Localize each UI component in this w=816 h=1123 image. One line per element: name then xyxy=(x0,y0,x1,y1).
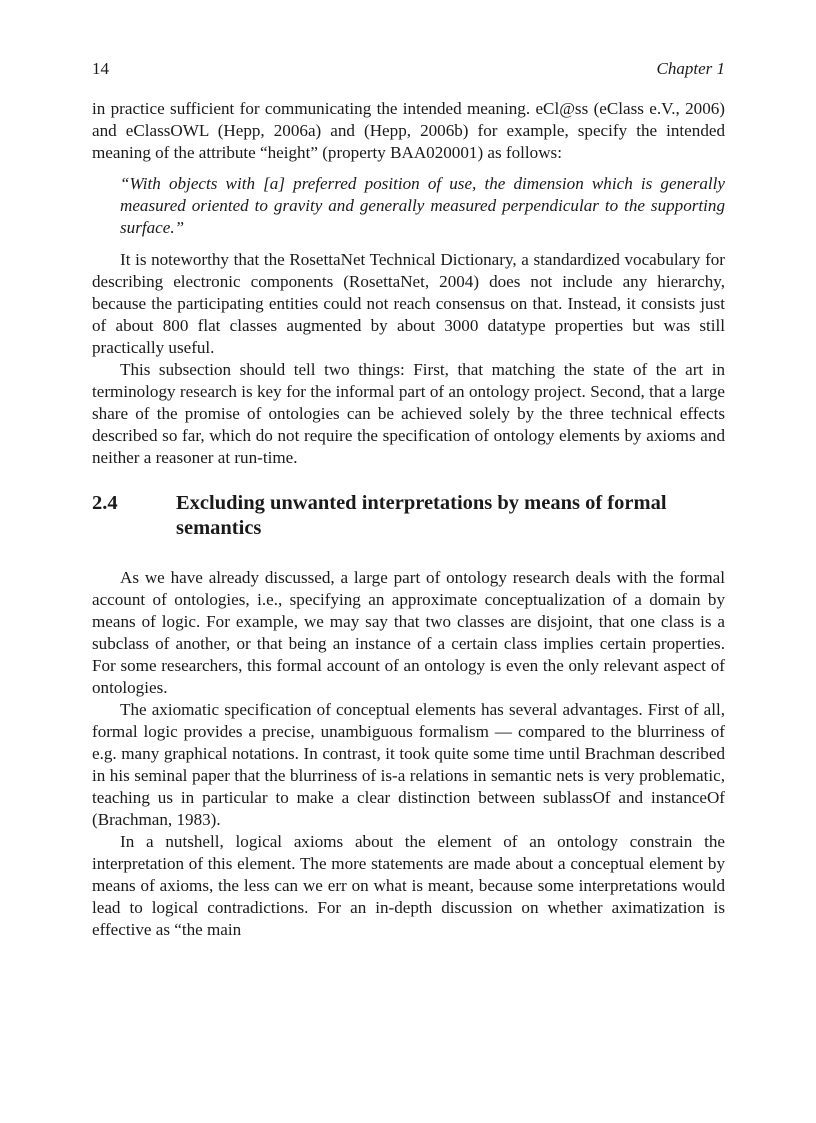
page xyxy=(92,58,725,941)
chapter-label: Chapter 1 xyxy=(656,59,725,78)
running-head xyxy=(92,58,725,80)
section-paragraph-2: The axiomatic specification of conceptual elements has several advantages. First of all, formal logic provides a precise, unambiguous formalism — compared to the blurriness of e.g. many graphical notations. In contrast, it took quite some time until Brachman described in his seminal paper that the blurriness of is-a relations in semantic nets is very problematic, teaching us in particular to make a clear distinction between sublassOf and instanceOf (Brachman, 1983). xyxy=(92,700,725,829)
block-quote: “With objects with [a] preferred position of use, the dimension which is generally measured oriented to gravity and generally measured perpendicular to the supporting surface.” xyxy=(120,174,725,237)
body-paragraph-3: This subsection should tell two things: First, that matching the state of the art in terminology research is key for the informal part of an ontology project. Second, that a large share of the promise of ontologies can be achieved solely by the three technical effects described so far, which do not require the specification of ontology elements by axioms and neither a reasoner at run-time. xyxy=(92,360,725,467)
section-heading xyxy=(92,491,725,541)
section-title: Excluding unwanted interpretations by means of formal semantics xyxy=(176,492,667,539)
page-number: 14 xyxy=(92,59,109,78)
section-paragraph-1: As we have already discussed, a large part of ontology research deals with the formal account of ontologies, i.e., specifying an approximate conceptualization of a domain by means of logic. For example, we may say that two classes are disjoint, that one class is a subclass of another, or that being an instance of a certain class implies certain properties. For some researchers, this formal account of an ontology is even the only relevant aspect of ontologies. xyxy=(92,568,725,697)
body-paragraph-1: in practice sufficient for communicating the intended meaning. eCl@ss (eClass e.V., 2006) and eClassOWL (Hepp, 2006a) and (Hepp, 2006b) for example, specify the intended meaning of the attribute “height” (property BAA020001) as follows: xyxy=(92,99,725,162)
section-paragraph-3: In a nutshell, logical axioms about the element of an ontology constrain the interpretation of this element. The more statements are made about a conceptual element by means of axioms, the less can we err on what is meant, because some interpretations would lead to logical contradictions. For an in-depth discussion on whether aximatization is effective as “the main xyxy=(92,832,725,939)
body-paragraph-2: It is noteworthy that the RosettaNet Technical Dictionary, a standardized vocabulary for describing electronic components (RosettaNet, 2004) does not include any hierarchy, because the participating entities could not reach consensus on that. Instead, it consists just of about 800 flat classes augmented by about 3000 datatype properties but was still practically useful. xyxy=(92,250,725,357)
section-number: 2.4 xyxy=(92,492,118,514)
